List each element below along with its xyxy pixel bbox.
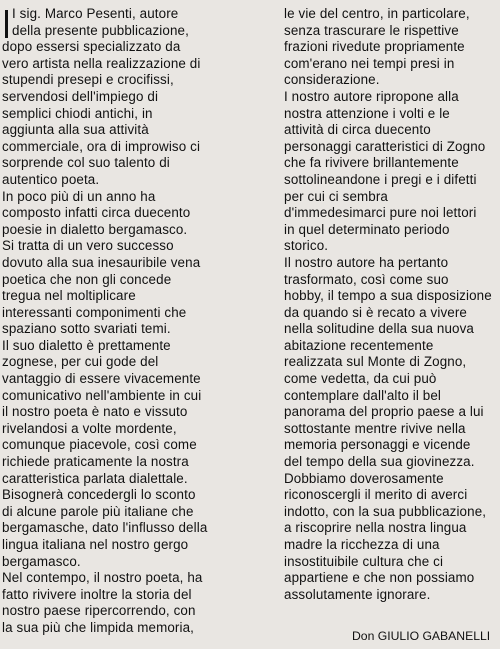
left-column-paragraph: [2, 338, 250, 487]
text-line: dopo essersi specializzato da: [2, 39, 181, 55]
text-line: del tempo della sua giovinezza.: [284, 454, 475, 470]
initial-letter-bar: [5, 10, 8, 38]
text-line: fatto rivivere inoltre la storia del: [2, 586, 192, 602]
text-line: considerazione.: [284, 72, 380, 88]
text-line: aggiunta alla sua attività: [2, 122, 149, 138]
text-line: nella solitudine della sua nuova: [284, 321, 474, 337]
text-line: la sua più che limpida memoria,: [2, 619, 195, 635]
text-line: autentico poeta.: [2, 171, 100, 187]
right-column-body: [284, 6, 498, 603]
text-line: Dobbiamo doverosamente: [284, 470, 444, 486]
text-line: poesie in dialetto bergamasco.: [2, 221, 188, 237]
text-line: di alcune parole più italiane che: [2, 503, 194, 519]
right-text-column: [284, 6, 498, 603]
text-line: il nostro poeta è nato e vissuto: [2, 404, 188, 420]
text-line: Il suo dialetto è prettamente: [2, 337, 171, 353]
left-column-paragraph: [2, 189, 250, 239]
left-column-paragraph: [2, 6, 250, 189]
text-line: interessanti componimenti che: [2, 304, 187, 320]
text-line: hobby, il tempo a sua disposizione: [284, 288, 492, 304]
text-line: in quel determinato periodo: [284, 221, 450, 237]
right-column-paragraph: [284, 89, 498, 255]
text-line: frazioni rivedute propriamente: [284, 39, 465, 55]
text-line: appartiene e che non possiamo: [284, 570, 475, 586]
text-line: assolutamente ignorare.: [284, 586, 431, 602]
text-line: le vie del centro, in particolare,: [284, 6, 470, 21]
text-line: storico.: [284, 238, 329, 254]
text-line: della presente pubblicazione,: [12, 22, 189, 38]
text-line: madre la ricchezza di una: [284, 537, 440, 552]
text-line: tregua nel moltiplicare: [2, 288, 136, 304]
left-column-paragraph: [2, 238, 250, 338]
right-column-paragraph: [284, 255, 498, 471]
text-line: attività di circa duecento: [284, 122, 431, 138]
text-line: riconoscergli il merito di averci: [284, 487, 468, 503]
text-line: caratteristica parlata dialettale.: [2, 470, 188, 486]
right-column-paragraph: [284, 6, 498, 89]
text-line: In poco più di un anno ha: [2, 188, 156, 204]
text-line: dovuto alla sua inesauribile vena: [2, 254, 201, 270]
text-line: che fa rivivere brillantemente: [284, 155, 459, 171]
text-line: com'erano nei tempi presi in: [284, 55, 455, 71]
text-line: realizzata sul Monte di Zogno,: [284, 354, 467, 370]
text-line: poetica che non gli concede: [2, 271, 172, 287]
text-line: Il nostro autore ha pertanto: [284, 254, 449, 270]
text-line: d'immedesimarci pure noi lettori: [284, 205, 477, 221]
left-column-body: [2, 6, 250, 637]
left-column-paragraph: [2, 487, 250, 570]
text-line: sottostante mentre rivive nella: [284, 420, 466, 436]
text-line: Bisognerà concedergli lo sconto: [2, 487, 196, 503]
left-text-column: [2, 6, 250, 637]
text-line: I sig. Marco Pesenti, autore: [12, 6, 179, 21]
text-line: rivelandosi a volte mordente,: [2, 420, 177, 436]
text-line: comunque piacevole, così come: [2, 437, 197, 453]
text-line: lingua italiana nel nostro gergo: [2, 537, 189, 552]
text-line: composto infatti circa duecento: [2, 205, 191, 221]
text-line: zognese, per cui gode del: [2, 354, 159, 370]
text-line: nostra attenzione i volti e le: [284, 105, 450, 121]
text-line: vero artista nella realizzazione di: [2, 55, 201, 71]
text-line: vantaggio di essere vivacemente: [2, 371, 201, 387]
text-line: sottolineandone i pregi e i difetti: [284, 171, 477, 187]
text-line: commerciale, ora di improwiso ci: [2, 138, 201, 154]
text-line: Si tratta di un vero successo: [2, 238, 174, 254]
text-line: spaziano sotto svariati temi.: [2, 321, 171, 337]
text-line: da quando si è recato a vivere: [284, 304, 468, 320]
text-line: comunicativo nell'ambiente in cui: [2, 387, 202, 403]
text-line: bergamasche, dato l'influsso della: [2, 520, 208, 536]
text-line: Nel contempo, il nostro poeta, ha: [2, 570, 203, 586]
right-column-paragraph: [284, 471, 498, 604]
text-line: contemplare dall'alto il bel: [284, 387, 442, 403]
text-line: abitazione recentemente: [284, 337, 434, 353]
text-line: personaggi caratteristici di Zogno: [284, 138, 486, 154]
text-line: panorama del proprio paese a lui: [284, 404, 484, 420]
text-line: senza trascurare le rispettive: [284, 22, 459, 38]
text-line: nostro paese ripercorrendo, con: [2, 603, 196, 619]
text-line: memoria personaggi e vicende: [284, 437, 471, 453]
author-signature: Don GIULIO GABANELLI: [352, 629, 491, 643]
text-line: per cui ci sembra: [284, 188, 388, 204]
text-line: sorprende col suo talento di: [2, 155, 170, 171]
text-line: come vedetta, da cui può: [284, 371, 437, 387]
text-line: semplici chiodi antichi, in: [2, 105, 153, 121]
text-line: servendosi dell'impiego di: [2, 88, 159, 104]
text-line: indotto, con la sua pubblicazione,: [284, 503, 487, 519]
text-line: I nostro autore ripropone alla: [284, 88, 459, 104]
text-line: richiede praticamente la nostra: [2, 454, 189, 470]
text-line: trasformato, così come suo: [284, 271, 449, 287]
text-line: bergamasco.: [2, 553, 81, 569]
text-line: a riscoprire nella nostra lingua: [284, 520, 467, 536]
left-column-paragraph: [2, 570, 250, 636]
text-line: stupendi presepi e crocifissi,: [2, 72, 174, 88]
text-line: insostituibile cultura che ci: [284, 553, 444, 569]
